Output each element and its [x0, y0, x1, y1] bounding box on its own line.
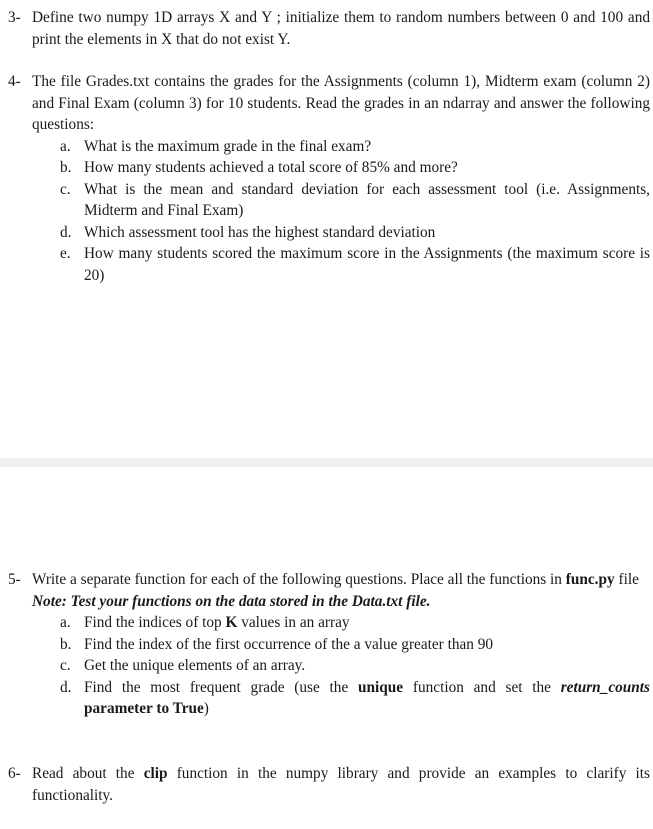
sub-question-list	[32, 612, 650, 720]
question-text: Read about the clip function in the numpy library and provide an examples to clarify its functionality.	[32, 765, 650, 804]
question-6	[8, 763, 650, 806]
sub-question-text: How many students scored the maximum score in the Assignments (the maximum score is 20)	[84, 245, 650, 284]
sub-question-letter: a.	[60, 614, 71, 631]
sub-question: c. Get the unique elements of an array.	[32, 655, 650, 677]
sub-question: a. Find the indices of top K values in an array	[32, 612, 650, 634]
note-text: Note: Test your functions on the data stored in the Data.txt file.	[32, 592, 431, 610]
sub-question: d. Find the most frequent grade (use the unique function and set the return_counts parameter to True)	[60, 678, 650, 717]
question-number: 4-	[8, 73, 21, 90]
sub-question-text: Which assessment tool has the highest standard deviation	[84, 223, 436, 241]
sub-question-letter: c.	[60, 180, 71, 198]
question-text: Define two numpy 1D arrays X and Y ; initialize them to random numbers between 0 and 100 and print the elements in X that do not exist Y.	[32, 9, 650, 48]
question-text: The file Grades.txt contains the grades for the Assignments (column 1), Midterm exam (column 2) and Final Exam (column 3) for 10 students. Read the grades in an ndarray and answer the following questions:	[32, 73, 650, 133]
sub-question-list	[32, 136, 650, 287]
sub-question-letter: d.	[60, 678, 72, 696]
page-separator	[0, 458, 653, 467]
sub-question-letter: e.	[60, 245, 71, 262]
document-page-2	[0, 467, 653, 829]
sub-question	[32, 222, 650, 244]
sub-question: b. Find the index of the first occurrence of the a value greater than 90	[32, 634, 650, 656]
sub-question-text: What is the maximum grade in the final exam?	[84, 137, 372, 155]
sub-question	[32, 179, 650, 222]
question-4	[8, 71, 650, 286]
question-number: 6-	[8, 765, 21, 782]
sub-question	[32, 243, 650, 286]
question-number: 3-	[8, 9, 21, 26]
sub-question-letter: b.	[60, 159, 72, 176]
question-3	[8, 7, 650, 50]
function-name: clip	[143, 765, 168, 782]
sub-question-letter: a.	[60, 137, 71, 155]
question-text: Write a separate function for each of the following questions. Place all the functions in func.py file	[32, 571, 639, 588]
question-5	[8, 569, 650, 720]
sub-question-text: What is the mean and standard deviation for each assessment tool (i.e. Assignments, Midterm and Final Exam)	[84, 180, 650, 219]
question-number: 5-	[8, 571, 21, 588]
sub-question-text: How many students achieved a total score of 85% and more?	[84, 159, 458, 176]
file-name: func.py	[565, 571, 615, 588]
sub-question-letter: b.	[60, 635, 72, 653]
sub-question	[32, 136, 650, 158]
sub-question-letter: c.	[60, 657, 71, 674]
sub-question-letter: d.	[60, 223, 72, 241]
sub-question	[32, 157, 650, 179]
